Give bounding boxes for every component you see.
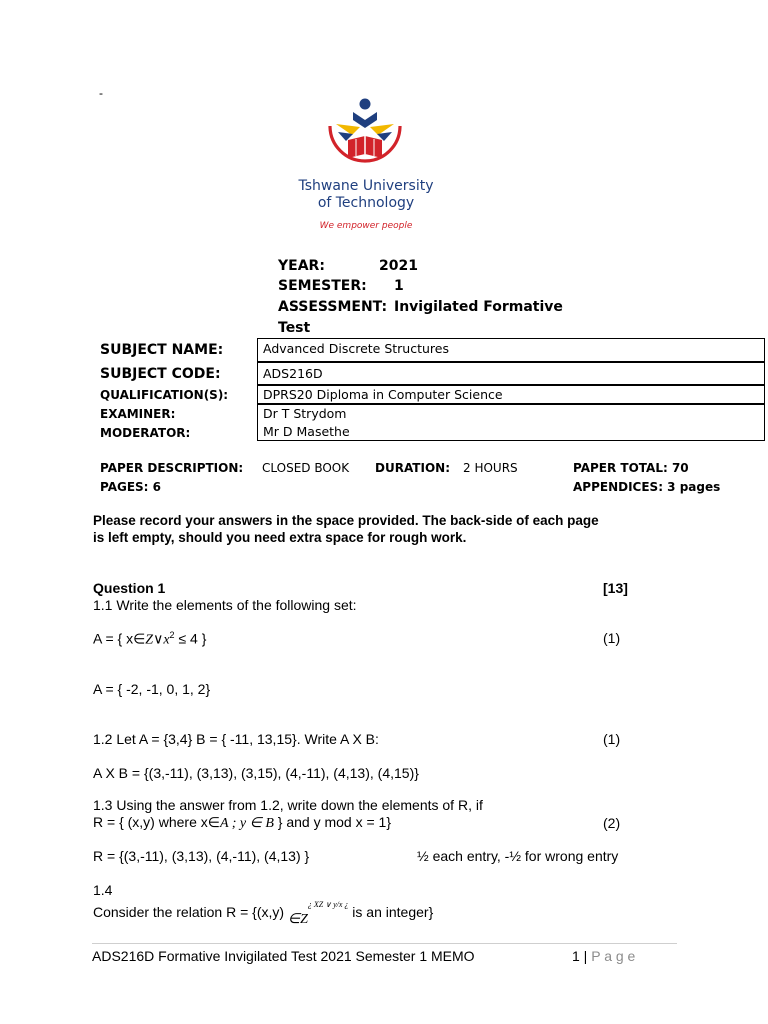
page-number-separator: |	[579, 948, 592, 964]
q1-3-marks: (2)	[603, 815, 621, 831]
assessment-value: Invigilated Formative	[394, 299, 563, 315]
q1-1-set-definition	[93, 630, 206, 649]
logo-tagline: We empower people	[319, 221, 413, 231]
q1-2-answer: A X B = {(3,-11), (3,13), (3,15), (4,-11), (4,13), (4,15)}	[93, 765, 419, 781]
set-a-x: x	[163, 632, 170, 648]
year-label: YEAR:	[278, 258, 325, 274]
q1-3-prompt-line2	[93, 814, 391, 832]
paper-total: PAPER TOTAL: 70	[573, 461, 689, 475]
semester-value: 1	[394, 278, 404, 294]
moderator-label: MODERATOR:	[100, 426, 191, 440]
footer-divider	[92, 943, 677, 944]
q1-4-text-end: is an integer}	[348, 904, 434, 920]
q1-3-prompt-line1: 1.3 Using the answer from 1.2, write down the elements of R, if	[93, 797, 483, 813]
q1-1-marks: (1)	[603, 630, 621, 646]
q1-3-marking-note: ½ each entry, -½ for wrong entry	[417, 848, 619, 864]
examiner-moderator-box	[257, 404, 765, 441]
semester-label: SEMESTER:	[278, 278, 367, 294]
subject-name-box	[257, 338, 765, 362]
q1-4-text-start: Consider the relation R = {(x,y)	[93, 904, 288, 920]
paper-description-value: CLOSED BOOK	[262, 461, 350, 475]
page-word: P a g e	[591, 948, 636, 964]
q1-2-marks: (1)	[603, 731, 621, 747]
university-logo-icon	[322, 96, 408, 178]
question-marks: [13]	[603, 580, 628, 596]
paper-description-label: PAPER DESCRIPTION:	[100, 461, 244, 475]
q1-1-answer: A = { -2, -1, 0, 1, 2}	[93, 681, 211, 697]
subject-code-label: SUBJECT CODE:	[100, 366, 221, 382]
q1-4-prompt	[93, 900, 434, 927]
year-value: 2021	[379, 258, 418, 274]
q1-4-element-of: ∈Z	[287, 912, 308, 927]
set-a-suffix: ≤ 4 }	[174, 630, 207, 647]
q1-1-prompt: 1.1 Write the elements of the following set:	[93, 597, 357, 613]
set-a-or: ∨	[153, 630, 164, 647]
duration-value: 2 HOURS	[463, 461, 518, 475]
q1-3-line2-end: } and y mod x = 1}	[273, 814, 392, 830]
subject-code-box	[257, 362, 765, 385]
page-number	[572, 948, 635, 964]
q1-2-prompt: 1.2 Let A = {3,4} B = { -11, 13,15}. Write A X B:	[93, 731, 379, 747]
subject-code-value: ADS216D	[263, 366, 323, 381]
stray-dash: -	[99, 86, 103, 100]
examiner-value: Dr T Strydom	[263, 406, 347, 421]
pages-count: PAGES: 6	[100, 480, 161, 494]
set-a-exponent: 2	[169, 630, 175, 640]
q1-3-line2-sets: A ; y ∈ B	[219, 816, 274, 831]
assessment-value-continued: Test	[278, 320, 311, 336]
moderator-value: Mr D Masethe	[263, 424, 350, 439]
duration-label: DURATION:	[375, 461, 450, 475]
instructions-line1: Please record your answers in the space provided. The back-side of each page	[93, 513, 599, 528]
assessment-label: ASSESSMENT:	[278, 299, 388, 315]
instructions-line2: is left empty, should you need extra space for rough work.	[93, 530, 467, 545]
subject-name-value: Advanced Discrete Structures	[263, 341, 449, 356]
question-title: Question 1	[93, 580, 166, 596]
subject-name-label: SUBJECT NAME:	[100, 342, 224, 358]
footer-text: ADS216D Formative Invigilated Test 2021 Semester 1 MEMO	[92, 948, 475, 964]
q1-3-answer: R = {(3,-11), (3,13), (4,-11), (4,13) }	[93, 848, 310, 864]
q1-3-line2-start: R = { (x,y) where x∈	[93, 814, 220, 830]
q1-4-number: 1.4	[93, 882, 113, 898]
set-a-z: Z	[145, 632, 154, 648]
appendices-count: APPENDICES: 3 pages	[573, 480, 721, 494]
qualification-value: DPRS20 Diploma in Computer Science	[263, 387, 503, 402]
qualification-label: QUALIFICATION(S):	[100, 388, 229, 402]
examiner-label: EXAMINER:	[100, 407, 176, 421]
qualification-box	[257, 385, 765, 404]
set-a-prefix: A = { x∈	[93, 630, 146, 647]
q1-4-condition: ¿ XZ ∨ y/x ¿	[307, 900, 349, 910]
logo-title-line1: Tshwane University	[298, 178, 434, 194]
page-number-value: 1	[572, 948, 580, 964]
logo-title-line2: of Technology	[317, 195, 415, 211]
